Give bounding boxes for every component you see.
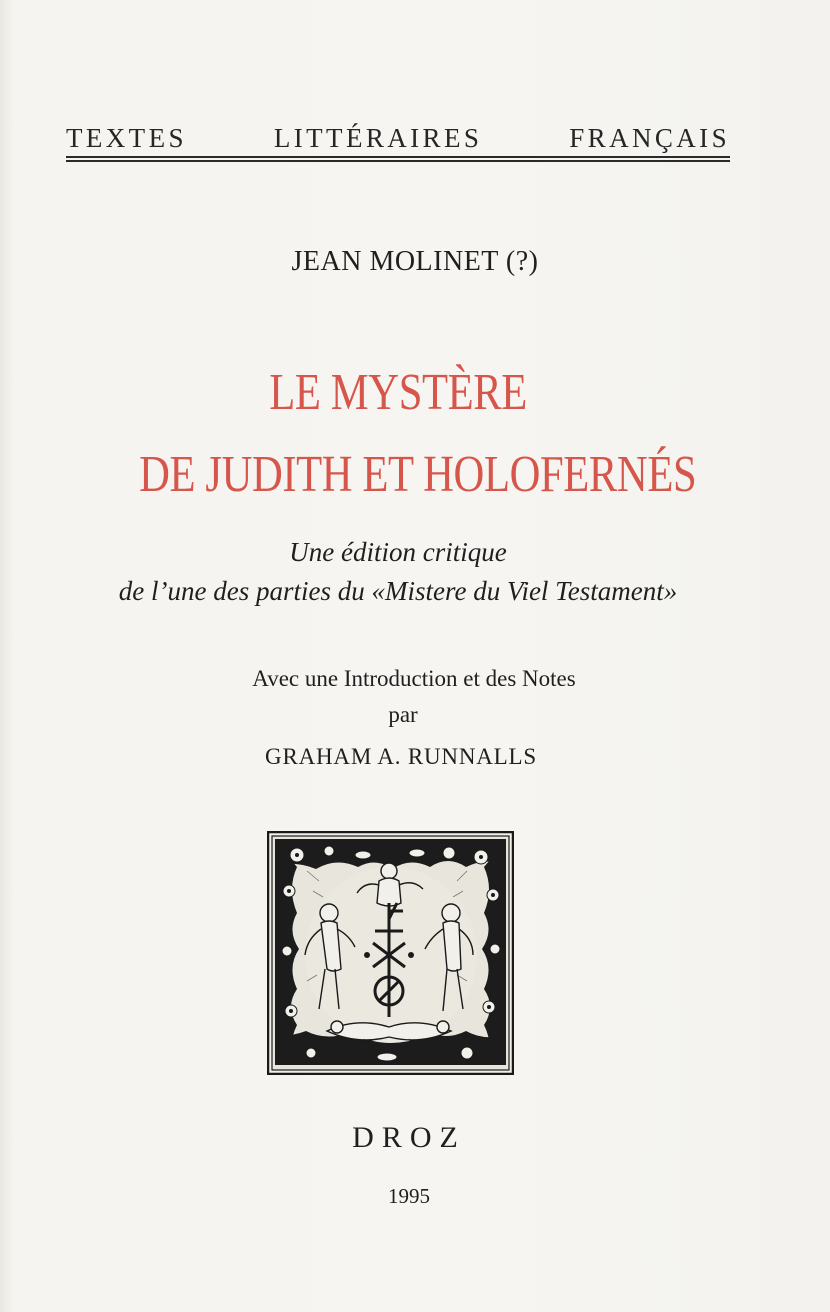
series-rule-top [66, 156, 730, 158]
book-title-line-1 [0, 364, 796, 421]
editor-name: GRAHAM A. RUNNALLS [265, 744, 537, 769]
book-title-line-2-text: DE JUDITH ET HOLOFERNÉS [139, 446, 697, 503]
book-title-line-1-text: LE MYSTÈRE [269, 364, 527, 421]
series-title: TEXTES LITTÉRAIRES FRANÇAIS [66, 123, 730, 153]
subtitle-line-2: de l’une des parties du «Mistere du Viel Testament» [118, 576, 678, 606]
publication-year: 1995 [388, 1184, 430, 1208]
book-title-line-2 [20, 446, 816, 503]
printer-mark-woodcut-icon [267, 831, 514, 1075]
publisher-name: DROZ [352, 1121, 466, 1154]
author-name: JEAN MOLINET (?) [291, 246, 539, 277]
credit-line-1: Avec une Introduction et des Notes [252, 666, 576, 691]
series-rule-bottom [66, 160, 730, 162]
credit-line-2: par [388, 702, 418, 727]
subtitle-line-1: Une édition critique [289, 537, 507, 567]
